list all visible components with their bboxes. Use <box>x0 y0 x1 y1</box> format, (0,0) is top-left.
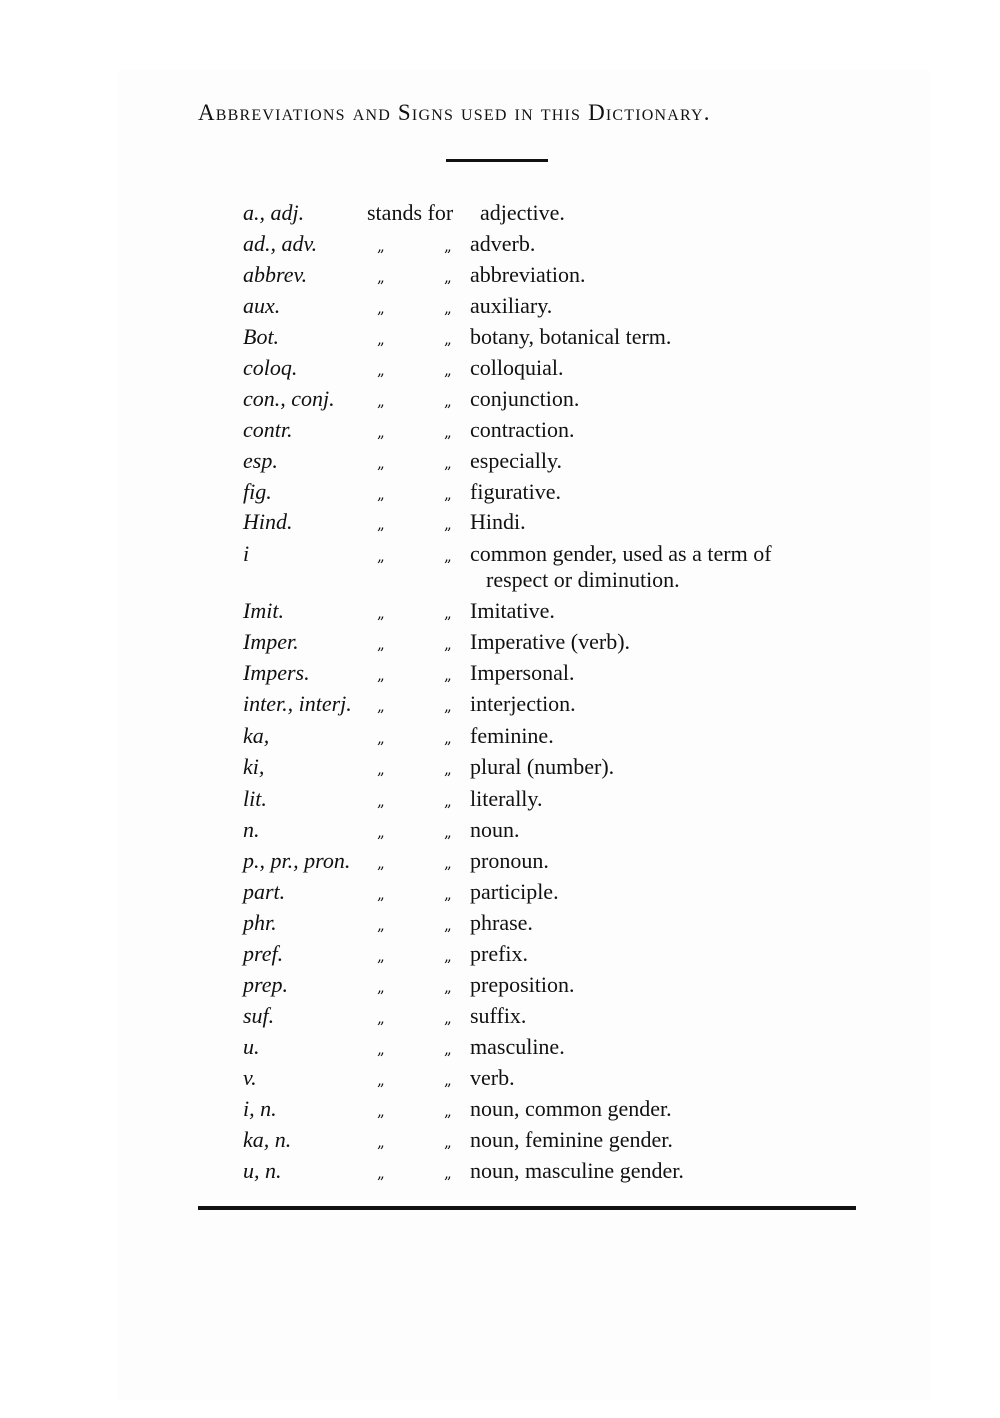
abbreviation-meaning: feminine. <box>470 723 554 748</box>
abbreviation-meaning: abbreviation. <box>470 262 586 287</box>
ditto-mark: „ <box>444 635 452 653</box>
abbreviation-term: prep. <box>243 972 289 997</box>
ditto-mark: „ <box>444 947 452 965</box>
abbreviation-term: esp. <box>243 448 278 473</box>
ditto-mark: „ <box>377 237 385 255</box>
abbreviation-meaning: colloquial. <box>470 355 564 380</box>
abbreviation-term: Bot. <box>243 324 280 349</box>
title-divider <box>446 159 548 162</box>
abbreviation-term: Imper. <box>243 629 299 654</box>
abbreviation-term: phr. <box>243 910 277 935</box>
abbreviation-meaning-continued: respect or diminution. <box>486 567 680 592</box>
ditto-mark: „ <box>444 1133 452 1151</box>
bottom-divider <box>198 1206 856 1210</box>
abbreviation-meaning: auxiliary. <box>470 293 553 318</box>
ditto-mark: „ <box>377 854 385 872</box>
ditto-mark: „ <box>444 729 452 747</box>
abbreviation-term: suf. <box>243 1003 275 1028</box>
ditto-mark: „ <box>377 885 385 903</box>
abbreviation-meaning: adverb. <box>470 231 536 256</box>
abbreviation-term: part. <box>243 879 286 904</box>
ditto-mark: „ <box>444 1071 452 1089</box>
ditto-mark: „ <box>444 547 452 565</box>
ditto-mark: „ <box>377 729 385 747</box>
abbreviation-term: abbrev. <box>243 262 308 287</box>
abbreviation-meaning: noun, common gender. <box>470 1096 672 1121</box>
abbreviation-meaning: Hindi. <box>470 509 526 534</box>
ditto-mark: „ <box>444 792 452 810</box>
ditto-mark: „ <box>377 1009 385 1027</box>
abbreviation-meaning: masculine. <box>470 1034 565 1059</box>
abbreviation-term: pref. <box>243 941 284 966</box>
ditto-mark: „ <box>444 978 452 996</box>
ditto-mark: „ <box>377 947 385 965</box>
ditto-mark: „ <box>377 1102 385 1120</box>
abbreviation-meaning: common gender, used as a term of <box>470 541 772 566</box>
abbreviation-term: v. <box>243 1065 257 1090</box>
abbreviation-meaning: adjective. <box>480 200 565 225</box>
abbreviation-term: contr. <box>243 417 293 442</box>
abbreviation-term: inter., interj. <box>243 691 352 716</box>
abbreviation-meaning: plural (number). <box>470 754 615 779</box>
ditto-mark: „ <box>377 1040 385 1058</box>
abbreviation-meaning: phrase. <box>470 910 533 935</box>
stands-for-label: stands for <box>367 200 454 225</box>
abbreviation-term: coloq. <box>243 355 298 380</box>
ditto-mark: „ <box>377 978 385 996</box>
abbreviation-meaning: participle. <box>470 879 559 904</box>
abbreviation-term: Hind. <box>243 509 293 534</box>
abbreviation-meaning: pronoun. <box>470 848 549 873</box>
abbreviation-meaning: especially. <box>470 448 563 473</box>
abbreviation-term: fig. <box>243 479 272 504</box>
ditto-mark: „ <box>444 1164 452 1182</box>
ditto-mark: „ <box>377 361 385 379</box>
abbreviation-term: lit. <box>243 786 267 811</box>
abbreviation-meaning: figurative. <box>470 479 562 504</box>
ditto-mark: „ <box>444 454 452 472</box>
abbreviation-meaning: literally. <box>470 786 543 811</box>
ditto-mark: „ <box>377 792 385 810</box>
page-title: Abbreviations and Signs used in this Dictionary. <box>198 100 711 125</box>
abbreviation-meaning: noun. <box>470 817 520 842</box>
ditto-mark: „ <box>444 823 452 841</box>
abbreviation-meaning: interjection. <box>470 691 576 716</box>
ditto-mark: „ <box>444 854 452 872</box>
ditto-mark: „ <box>444 760 452 778</box>
abbreviation-term: i, n. <box>243 1096 277 1121</box>
ditto-mark: „ <box>444 392 452 410</box>
abbreviation-meaning: Impersonal. <box>470 660 575 685</box>
ditto-mark: „ <box>377 423 385 441</box>
abbreviation-meaning: Imitative. <box>470 598 555 623</box>
ditto-mark: „ <box>377 515 385 533</box>
ditto-mark: „ <box>444 916 452 934</box>
ditto-mark: „ <box>377 454 385 472</box>
ditto-mark: „ <box>444 1040 452 1058</box>
abbreviation-meaning: Imperative (verb). <box>470 629 631 654</box>
ditto-mark: „ <box>444 515 452 533</box>
ditto-mark: „ <box>444 666 452 684</box>
ditto-mark: „ <box>377 1133 385 1151</box>
ditto-mark: „ <box>377 635 385 653</box>
abbreviation-meaning: prefix. <box>470 941 529 966</box>
ditto-mark: „ <box>444 423 452 441</box>
ditto-mark: „ <box>377 604 385 622</box>
abbreviation-term: a., adj. <box>243 200 305 225</box>
ditto-mark: „ <box>444 697 452 715</box>
abbreviation-meaning: botany, botanical term. <box>470 324 672 349</box>
abbreviation-meaning: contraction. <box>470 417 575 442</box>
abbreviation-meaning: verb. <box>470 1065 515 1090</box>
ditto-mark: „ <box>444 299 452 317</box>
ditto-mark: „ <box>377 1164 385 1182</box>
abbreviation-term: aux. <box>243 293 281 318</box>
ditto-mark: „ <box>377 666 385 684</box>
ditto-mark: „ <box>377 268 385 286</box>
ditto-mark: „ <box>377 697 385 715</box>
abbreviation-meaning: noun, masculine gender. <box>470 1158 684 1183</box>
ditto-mark: „ <box>377 916 385 934</box>
ditto-mark: „ <box>444 330 452 348</box>
ditto-mark: „ <box>377 485 385 503</box>
abbreviation-term: u, n. <box>243 1158 282 1183</box>
abbreviation-term: con., conj. <box>243 386 335 411</box>
ditto-mark: „ <box>444 485 452 503</box>
ditto-mark: „ <box>377 823 385 841</box>
abbreviation-meaning: suffix. <box>470 1003 527 1028</box>
abbreviation-term: p., pr., pron. <box>243 848 351 873</box>
abbreviation-meaning: preposition. <box>470 972 575 997</box>
ditto-mark: „ <box>444 1102 452 1120</box>
abbreviation-meaning: conjunction. <box>470 386 580 411</box>
abbreviation-term: n. <box>243 817 260 842</box>
abbreviation-term: i <box>243 541 250 566</box>
ditto-mark: „ <box>444 1009 452 1027</box>
abbreviation-term: ka, <box>243 723 270 748</box>
ditto-mark: „ <box>377 760 385 778</box>
ditto-mark: „ <box>377 299 385 317</box>
abbreviation-term: Imit. <box>243 598 284 623</box>
abbreviation-term: ad., adv. <box>243 231 318 256</box>
ditto-mark: „ <box>377 547 385 565</box>
ditto-mark: „ <box>377 1071 385 1089</box>
abbreviation-term: ki, <box>243 754 265 779</box>
ditto-mark: „ <box>444 604 452 622</box>
ditto-mark: „ <box>444 885 452 903</box>
abbreviation-meaning: noun, feminine gender. <box>470 1127 673 1152</box>
ditto-mark: „ <box>444 361 452 379</box>
abbreviation-term: ka, n. <box>243 1127 292 1152</box>
ditto-mark: „ <box>377 330 385 348</box>
ditto-mark: „ <box>444 268 452 286</box>
ditto-mark: „ <box>444 237 452 255</box>
abbreviation-term: u. <box>243 1034 260 1059</box>
ditto-mark: „ <box>377 392 385 410</box>
abbreviation-term: Impers. <box>243 660 310 685</box>
